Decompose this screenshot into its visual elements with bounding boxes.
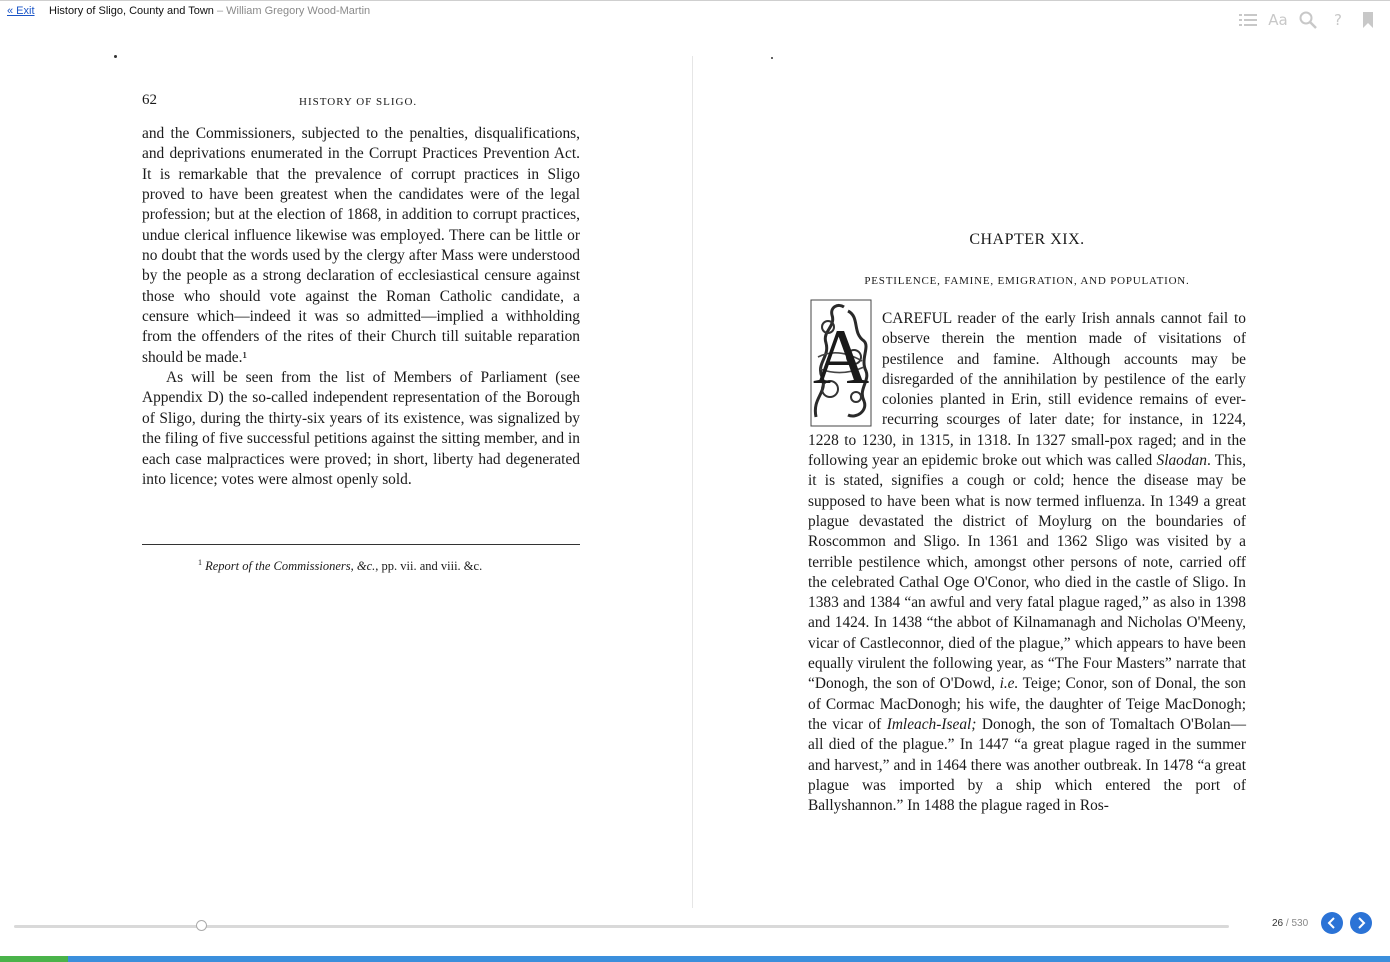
footnote-text: , pp. vii. and viii. &c. xyxy=(375,559,483,574)
chapter-text: Donogh, the son of Tomaltach O'Bolan—all died of the plague.” In 1447 “a great plague raged in the summer and harvest,” and in 1464 there was another outbreak. In 1478 “a great plague was imported by a ship which entered the port of Ballyshannon.” In 1488 the plague raged in Ros- xyxy=(808,715,1246,815)
running-head xyxy=(142,92,580,112)
book-title-bar xyxy=(49,5,370,17)
next-page-button[interactable] xyxy=(1350,912,1372,934)
term-slaodan: Slaodan xyxy=(1156,452,1207,470)
reader-toolbar xyxy=(1238,9,1378,31)
total-pages: 530 xyxy=(1291,918,1309,929)
chapter-text: Teige; Conor, son of Donal, the son of Cormac MacDonogh; his wife, the daughter of Teige MacDonogh; the vicar of xyxy=(808,675,1246,733)
page-number: 62 xyxy=(142,92,157,108)
bookmark-icon[interactable] xyxy=(1358,10,1378,30)
chevron-right-icon xyxy=(1356,917,1366,929)
search-icon[interactable] xyxy=(1298,10,1318,30)
abbrev-ie: i.e. xyxy=(999,675,1019,693)
current-page: 26 xyxy=(1272,918,1284,929)
previous-page-button[interactable] xyxy=(1321,912,1343,934)
reading-progress-fill xyxy=(0,956,68,962)
footnote-title: Report of the Commissioners, &c. xyxy=(205,559,376,574)
drop-cap-illumination xyxy=(808,297,874,429)
reading-progress-strip xyxy=(0,956,1390,962)
exit-link[interactable]: « Exit xyxy=(7,5,35,17)
list-icon[interactable] xyxy=(1238,10,1258,30)
place-imleach-iseal: Imleach-Iseal; xyxy=(886,715,977,733)
page-separator: / xyxy=(1283,918,1292,929)
top-bar xyxy=(0,0,1390,29)
footnote xyxy=(198,558,482,574)
left-page-body xyxy=(142,124,580,490)
book-title: History of Sligo, County and Town xyxy=(49,5,214,17)
running-head-title: HISTORY OF SLIGO. xyxy=(299,96,418,108)
page-gutter xyxy=(692,56,693,908)
chapter-subtitle: PESTILENCE, FAMINE, EMIGRATION, AND POPULATION. xyxy=(864,275,1190,287)
book-author: William Gregory Wood-Martin xyxy=(226,5,371,17)
page-speck xyxy=(114,55,117,58)
help-icon[interactable]: ? xyxy=(1334,11,1342,29)
footnote-marker: 1 xyxy=(198,558,202,567)
drop-cap-letter: A xyxy=(812,313,870,400)
title-separator: – xyxy=(213,5,227,17)
font-size-icon[interactable]: Aa xyxy=(1268,11,1288,29)
page-counter xyxy=(1272,918,1308,929)
chapter-heading: CHAPTER XIX. xyxy=(969,231,1085,248)
page-speck xyxy=(771,57,773,59)
paragraph: and the Commissioners, subjected to the penalties, disqualifications, and deprivations enumerated in the Corrupt Practices Prevention Act. It is remarkable that the prevalence of corrupt practices in Sligo proved to have been greatest when the candidates were of the legal profession; but at the election of 1868, in addition to corrupt practices, undue clerical influence likewise was employed. There can be little or no doubt that the words used by the clergy after Mass were understood by the people as a strong declaration of ecclesiastical censure against those who should vote against the Roman Catholic candidate, a censure which—indeed it was so admitted—implied a withholding from the offenders of the rites of their Church till suitable reparation should be made.¹ xyxy=(142,125,580,366)
chapter-text: . This, it is stated, signifies a cough or cold; hence the disease may be supposed to have been what is now termed influenza. In 1349 a great plague devastated the district of Moylurg on the boundaries of Roscommon and Sligo. In 1361 and 1362 Sligo was visited by a terrible pestilence which, amongst other persons of note, carried off the celebrated Cathal Oge O'Conor, who died in the castle of Sligo. In 1383 and 1384 “an awful and very fatal plague raged,” as also in 1398 and 1424. In 1438 “the abbot of Kilnamanagh and Nicholas O'Meeny, vicar of Castleconnor, died of the plague,” which appears to have been equally virulent the following year, as “The Four Masters” narrate that “Donogh, the son of O'Dowd, xyxy=(808,452,1246,693)
page-slider-handle[interactable] xyxy=(196,920,207,931)
right-page-body xyxy=(808,309,1246,816)
chevron-left-icon xyxy=(1327,917,1337,929)
paragraph: As will be seen from the list of Members of Parliament (see Appendix D) the so-called independent representation of the Borough of Sligo, during the thirty-six years of its existence, was signalized by the filing of five successful petitions against the sitting member, and in each case malpractices were proved; in short, liberty had degenerated into licence; votes were almost openly sold. xyxy=(142,369,580,488)
chapter-text: CAREFUL reader of the early Irish annals cannot fail to observe therein the mention made of visitations of pestilence and famine. Although accounts may be disregarded of the annihilation by pestilence of the early colonies planted in Erin, still evidence remains of ever-recurring scourges of later date; for instance, in 1224, 1228 to 1230, in 1315, in 1318. In 1327 small-pox raged; and in the following year an epidemic broke out which was called xyxy=(808,310,1246,470)
footnote-rule xyxy=(142,544,580,545)
